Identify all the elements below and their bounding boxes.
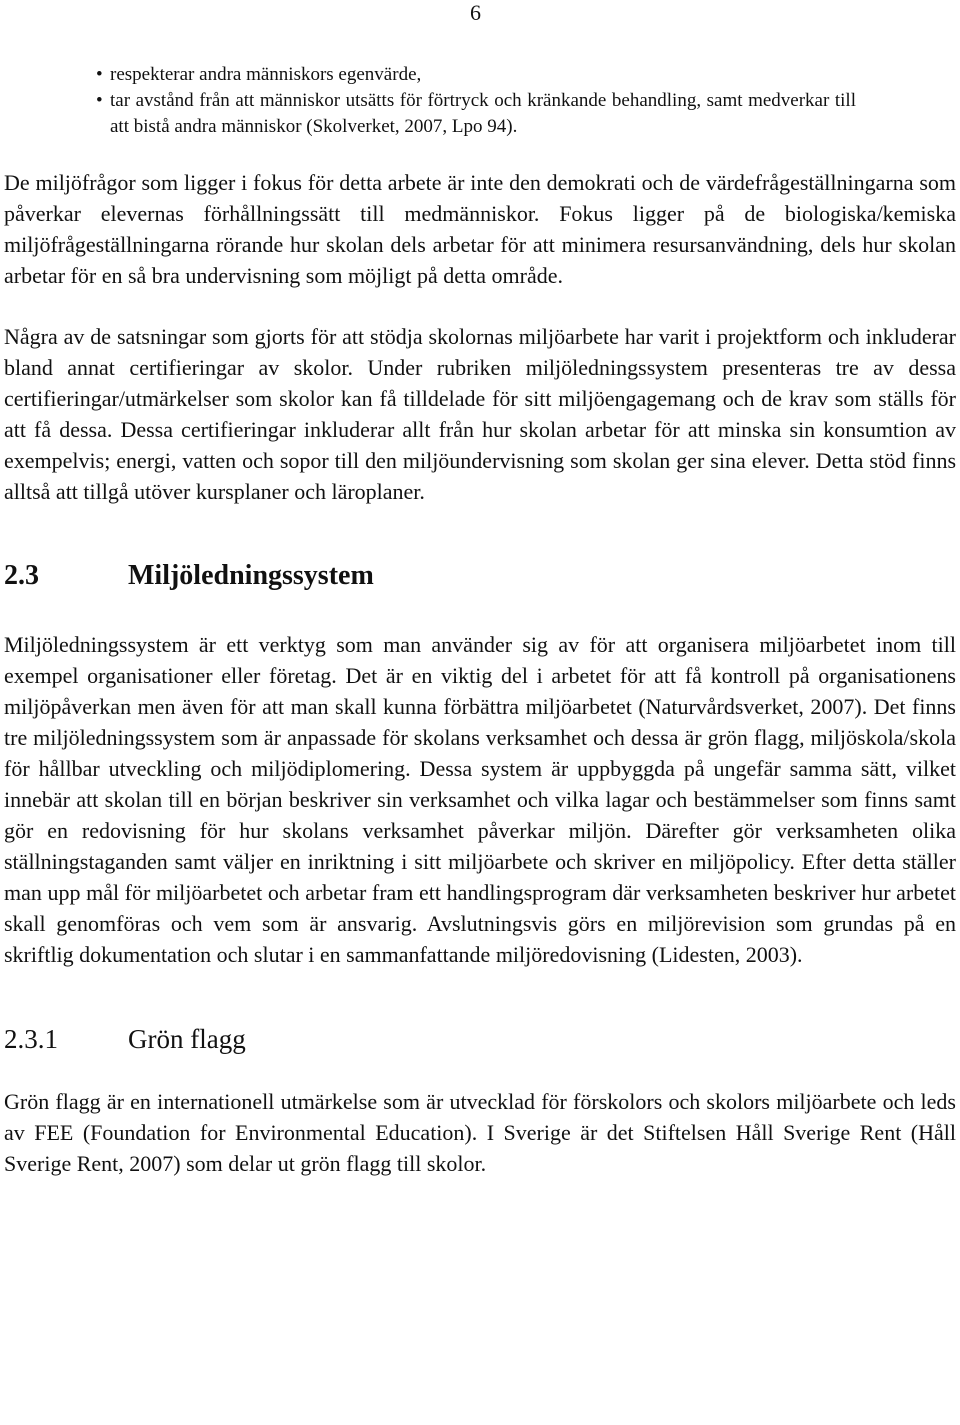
paragraph-certifications: Några av de satsningar som gjorts för att stödja skolornas miljöarbete har varit i projektform och inkluderar bland annat certifieringar av skolor. Under rubriken miljöledningssystem presenteras tre av dessa certifieringar/utmärkelser som skolor kan få tilldelade för sitt miljöengagemang och de krav som ställs för att få dessa. Dessa certifieringar inkluderar allt från hur skolan arbetar för att minska sin konsumtion av exempelvis; energi, vatten och sopor till den miljöundervisning som skolan ger sina elever. Detta stöd finns alltså att tillgå utöver kursplaner och läroplaner. — [4, 324, 956, 504]
paragraph-environmental-focus: De miljöfrågor som ligger i fokus för detta arbete är inte den demokrati och de värdefrågeställningarna som påverkar elevernas förhållningssätt till medmänniskor. Fokus ligger på de biologiska/kemiska miljöfrågeställningarna rörande hur skolan dels arbetar för att minimera resursanvändning, dels hur skolan arbetar för en så bra undervisning som möjligt på detta område. — [4, 170, 956, 288]
paragraph-management-systems: Miljöledningssystem är ett verktyg som man använder sig av för att organisera miljöarbetet inom till exempel organisationer eller företag. Det är en viktig del i arbetet för att få kontroll på organisationens miljöpåverkan men även för att man skall kunna förbättra miljöarbetet (Naturvårdsverket, 2007). Det finns tre miljöledningssystem som är anpassade för skolans verksamhet och dessa är grön flagg, miljöskola/skola för hållbar utveckling och miljödiplomering. Dessa system är uppbyggda på ungefär samma sätt, vilket innebär att skolan till en början beskriver sin verksamhet och vilka lagar och bestämmelser som finns samt gör en redovisning för hur skolans verksamhet påverkar miljön. Därefter gör verksamheten olika ställningstaganden samt väljer en inriktning i sitt miljöarbete och skriver en miljöpolicy. Efter detta ställer man upp mål för miljöarbetet och arbetar fram ett handlingsprogram där verksamheten beskriver hur arbetet skall genomföras och vem som är ansvarig. Avslutningsvis görs en miljörevision som grundas på en skriftlig dokumentation och slutar i en sammanfattande miljöredovisning (Lidesten, 2003). — [4, 632, 956, 967]
document-body — [4, 62, 956, 1179]
list-item: • respekterar andra människors egenvärde, — [96, 62, 856, 88]
section-number: 2.3 — [4, 560, 39, 591]
subsection-heading — [4, 1022, 956, 1056]
bullet-list — [96, 62, 856, 140]
list-item: • tar avstånd från att människor utsätts för förtryck och kränkande behandling, samt medverkar till att bistå andra människor (Skolverket, 2007, Lpo 94). — [96, 88, 856, 140]
page-number: 6 — [470, 0, 481, 25]
subsection-number: 2.3.1 — [4, 1024, 58, 1054]
section-heading — [4, 559, 956, 593]
subsection-title: Grön flagg — [128, 1024, 246, 1054]
section-title: Miljöledningssystem — [128, 560, 374, 591]
paragraph-green-flag: Grön flagg är en internationell utmärkelse som är utvecklad för förskolors och skolors miljöarbete och leds av FEE (Foundation for Environmental Education). I Sverige är det Stiftelsen Håll Sverige Rent (Håll Sverige Rent, 2007) som delar ut grön flagg till skolor. — [4, 1089, 956, 1176]
